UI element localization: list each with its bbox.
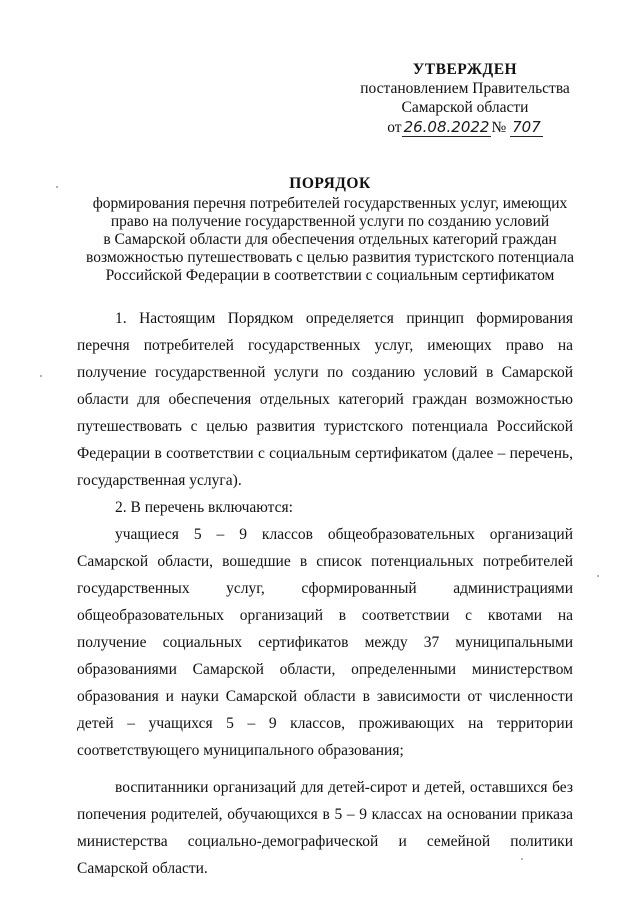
paragraph-2: 2. В перечень включаются: — [115, 499, 293, 516]
scan-speck — [40, 375, 42, 377]
document-title: ПОРЯДОК — [289, 175, 371, 192]
approval-line-1: постановлением Правительства — [360, 80, 570, 97]
approval-line-2: Самарской области — [401, 99, 529, 116]
scan-speck — [597, 575, 599, 577]
date-prefix: от — [387, 119, 402, 136]
handwritten-date: 26.08.2022 — [403, 118, 490, 136]
paragraph-3: учащиеся 5 – 9 классов общеобразовательных организаций Самарской области, вошедшие в список потенциальных потребителей государственных услуг, сформированный администрациями общеобразовательных организаций в соответствии с квотами на получение социальных сертификатов между 37 муниципальными образованиями Самарской области, определенными министерством образования и науки Самарской области в зависимости от численности детей – учащихся 5 – 9 классов, проживающих на территории соответствующего муниципального образования; — [77, 526, 573, 759]
handwritten-number: 707 — [512, 118, 541, 136]
approval-date-line — [330, 118, 600, 137]
scan-speck — [56, 186, 58, 188]
scan-speck — [521, 858, 523, 860]
document-body — [77, 305, 573, 882]
subtitle-line: формирования перечня потребителей государственных услуг, имеющих — [92, 195, 568, 212]
paragraph-4: воспитанники организаций для детей-сирот и детей, оставшихся без попечения родителей, обучающихся в 5 – 9 классах на основании приказа министерства социально-демографической и семейной политики Самарской области. — [77, 779, 573, 877]
number-prefix: № — [491, 119, 507, 136]
subtitle-line: возможностью путешествовать с целью развития туристского потенциала — [86, 249, 574, 266]
subtitle-line: в Самарской области для обеспечения отдельных категорий граждан — [103, 231, 557, 248]
subtitle-line: право на получение государственной услуги по созданию условий — [110, 213, 550, 230]
paragraph-1: 1. Настоящим Порядком определяется принцип формирования перечня потребителей государственных услуг, имеющих право на получение государственной услуги по созданию условий в Самарской области для обеспечения отдельных категорий граждан возможностью путешествовать с целью развития туристского потенциала Российской Федерации в соответствии с социальным сертификатом (далее – перечень, государственная услуга). — [77, 310, 573, 489]
approval-stamp — [330, 60, 600, 137]
subtitle-line: Российской Федерации в соответствии с социальным сертификатом — [105, 267, 555, 284]
document-title-block — [60, 175, 600, 285]
approval-title: УТВЕРЖДЕН — [412, 61, 518, 78]
